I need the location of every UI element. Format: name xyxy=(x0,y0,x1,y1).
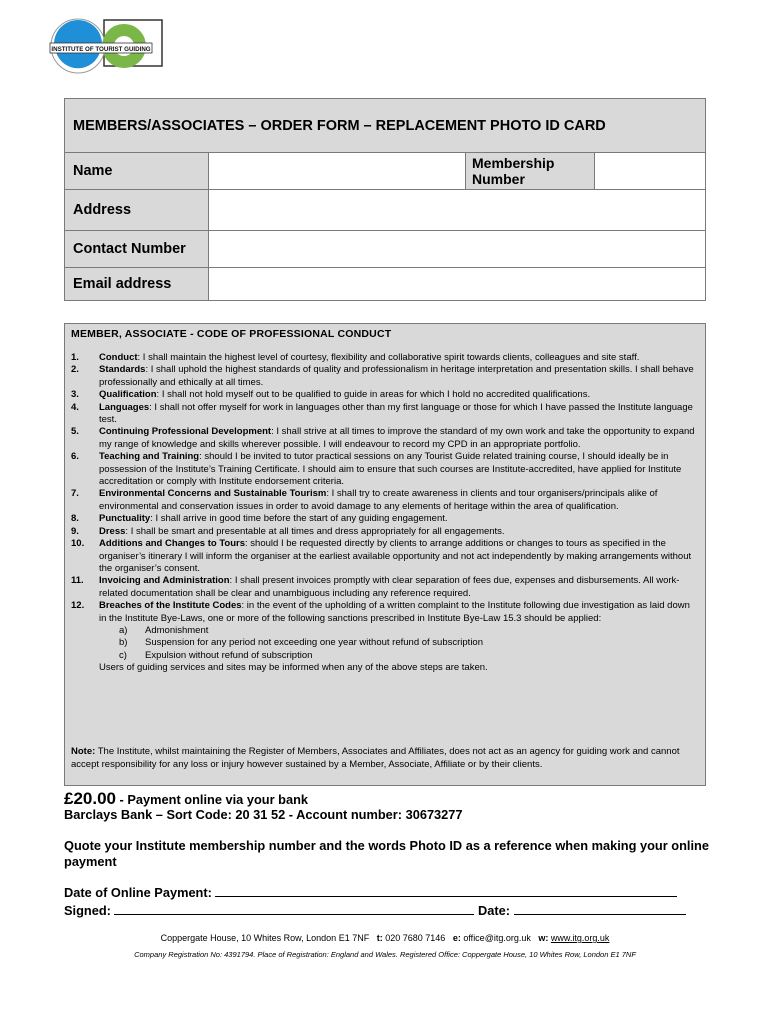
code-item-number: 9. xyxy=(71,525,79,537)
date-of-payment-row xyxy=(64,884,677,900)
date-of-payment-field[interactable] xyxy=(215,884,677,897)
code-item-heading: Dress xyxy=(99,525,126,537)
code-item-heading: Continuing Professional Development xyxy=(99,426,272,438)
email-row xyxy=(65,268,705,300)
institute-logo xyxy=(46,16,166,74)
date-field[interactable] xyxy=(514,902,686,915)
signature-row xyxy=(64,902,686,918)
payment-info xyxy=(64,789,714,809)
code-item-text: : should I be requested directly by clients to arrange additions or changes to tours as specified in the organiser’s itinerary I will inform the organiser at the earliest available opportunity and not act independently by making arrangements without the organiser’s consent. xyxy=(99,538,692,574)
date-label: Date: xyxy=(478,903,511,918)
membership-number-label: Membership Number xyxy=(465,153,595,189)
contact-row xyxy=(65,231,705,268)
code-tail: Users of guiding services and sites may be informed when any of the above steps are taken. xyxy=(99,662,488,674)
code-item-text: : I shall arrive in good time before the start of any guiding engagement. xyxy=(150,513,448,525)
note-label: Note: xyxy=(71,746,96,757)
code-item xyxy=(71,488,697,513)
code-item-heading: Languages xyxy=(99,401,150,413)
code-item-number: 10. xyxy=(71,538,85,550)
code-item xyxy=(71,538,697,575)
note-text: The Institute, whilst maintaining the Register of Members, Associates and Affiliates, does not act as an agency for guiding work and cannot accept responsibility for any loss or injury however sustained by a Member, Associate, Affiliate or by their clients. xyxy=(71,746,680,770)
contact-number-label: Contact Number xyxy=(65,231,209,267)
footer-web-link[interactable]: www.itg.org.uk xyxy=(550,933,610,943)
address-label: Address xyxy=(65,190,209,230)
signed-label: Signed: xyxy=(64,903,111,918)
code-item-heading: Breaches of the Institute Codes xyxy=(99,600,242,612)
code-item-text: : I shall not hold myself out to be qualified to guide in areas for which I hold no accredited qualifications. xyxy=(156,389,591,401)
address-row xyxy=(65,190,705,231)
code-item xyxy=(71,389,697,401)
code-item xyxy=(71,364,697,389)
code-item-text: : in the event of the upholding of a written complaint to the Institute following due investigation as laid down in the Institute Bye-Laws, one or more of the following sanctions prescribed in Institute Bye-Law 15.3 should be applied: xyxy=(99,600,690,624)
email-label: Email address xyxy=(65,268,209,300)
logo-text: INSTITUTE OF TOURIST GUIDING xyxy=(51,46,151,53)
sanctions-container xyxy=(71,625,697,662)
email-field[interactable] xyxy=(209,268,705,300)
logo-blue-half xyxy=(54,20,102,44)
footer-registration: Company Registration No: 4391794. Place of Registration: England and Wales. Registered Office: Coppergate House, 10 Whites Row, London E1 7NF xyxy=(134,950,636,959)
code-item-text: : I shall maintain the highest level of courtesy, flexibility and collaborative spirit towards clients, colleagues and site staff. xyxy=(137,352,640,363)
code-item-number: 8. xyxy=(71,513,79,525)
code-title: MEMBER, ASSOCIATE - CODE OF PROFESSIONAL CONDUCT xyxy=(71,328,392,340)
code-list xyxy=(71,352,697,675)
sanctions-list xyxy=(71,625,697,662)
sanction-letter: b) xyxy=(119,637,128,649)
contact-number-field[interactable] xyxy=(209,231,705,267)
address-field[interactable] xyxy=(209,190,705,230)
date-of-payment-label: Date of Online Payment: xyxy=(64,885,212,900)
sanction-item xyxy=(71,625,697,637)
code-item-heading: Invoicing and Administration xyxy=(99,575,230,587)
form-title: MEMBERS/ASSOCIATES – ORDER FORM – REPLACEMENT PHOTO ID CARD xyxy=(65,99,705,153)
code-item-heading: Additions and Changes to Tours xyxy=(99,538,246,550)
email-label-footer: e: xyxy=(452,933,461,943)
code-item-heading: Environmental Concerns and Sustainable Tourism xyxy=(99,488,327,500)
name-field[interactable] xyxy=(209,153,465,189)
code-item xyxy=(71,513,697,525)
membership-number-field[interactable] xyxy=(595,153,705,189)
sanction-text: Suspension for any period not exceeding one year without refund of subscription xyxy=(145,637,483,649)
code-item-heading: Teaching and Training xyxy=(99,451,200,463)
payment-reference-note: Quote your Institute membership number and the words Photo ID as a reference when making your online payment xyxy=(64,838,709,869)
signature-field[interactable] xyxy=(114,902,474,915)
sanction-letter: a) xyxy=(119,624,128,636)
footer-address: Coppergate House, 10 Whites Row, London E1 7NF xyxy=(160,933,370,943)
code-item-text: : I shall strive at all times to improve the standard of my own work and take the opportunity to expand my range of knowledge and skills wherever possible. I will endeavour to record my CPD in an appropriate portfolio. xyxy=(99,426,695,450)
code-item-text: : I shall uphold the highest standards of quality and professionalism in heritage interpretation and presentation skills. I shall behave professionally and ethically at all times. xyxy=(99,364,694,388)
sanction-item xyxy=(71,650,697,662)
code-item-number: 1. xyxy=(71,352,79,363)
sanction-text: Admonishment xyxy=(145,624,209,636)
code-item xyxy=(71,352,697,364)
code-item-number: 2. xyxy=(71,364,79,376)
code-item-number: 3. xyxy=(71,389,79,401)
footer-email[interactable]: office@itg.org.uk xyxy=(463,933,531,943)
code-item-text: : I shall not offer myself for work in languages other than my first language or those for which I have passed the Institute language test. xyxy=(99,401,693,426)
code-item-number: 12. xyxy=(71,600,85,612)
web-label: w: xyxy=(538,933,549,943)
sanction-text: Expulsion without refund of subscription xyxy=(145,649,313,661)
code-item-text: : I shall present invoices promptly with clear separation of fees due, expenses and disbursements. All work-related documentation shall be clear and unambiguous including any reference required. xyxy=(99,575,680,599)
order-form xyxy=(64,98,706,301)
payment-amount: £20.00 xyxy=(64,789,116,808)
tel-label: t: xyxy=(376,933,383,943)
footer-contact xyxy=(0,933,770,943)
code-item-heading: Qualification xyxy=(99,389,157,401)
code-item-number: 6. xyxy=(71,451,79,463)
code-item-text: : should I be invited to tutor practical sessions on any Tourist Guide related training course, I should ideally be in possession of the Institute’s Training Certificate. I should aim to ensure that such courses are Institute-accredited, have applied for Institute accreditation or comply with Institute endorsement criteria. xyxy=(99,451,682,488)
code-item xyxy=(71,526,697,538)
code-item-heading: Standards xyxy=(99,364,146,376)
footer-tel: 020 7680 7146 xyxy=(385,933,446,943)
payment-method: - Payment online via your bank xyxy=(116,792,309,807)
code-item-number: 11. xyxy=(71,575,84,587)
sanction-item xyxy=(71,637,697,649)
code-of-conduct xyxy=(64,323,706,786)
code-item xyxy=(71,575,697,600)
logo-graphic xyxy=(46,16,166,74)
code-item xyxy=(71,451,697,488)
name-label: Name xyxy=(65,153,209,189)
code-item-heading: Conduct xyxy=(99,352,138,363)
code-item-text: : I shall try to create awareness in clients and tour organisers/principals alike of environmental and conservation issues in order to avoid damage to any elements of heritage within the area of qualification. xyxy=(99,488,658,512)
sanction-letter: c) xyxy=(119,649,127,661)
code-item-number: 5. xyxy=(71,426,79,438)
code-item-heading: Punctuality xyxy=(99,513,151,525)
code-item-text: : I shall be smart and presentable at all times and dress appropriately for all engagements. xyxy=(125,525,505,537)
code-item xyxy=(71,426,697,451)
code-item xyxy=(71,402,697,427)
code-item xyxy=(71,600,697,625)
bank-details: Barclays Bank – Sort Code: 20 31 52 - Account number: 30673277 xyxy=(64,807,463,822)
code-item-number: 4. xyxy=(71,401,79,413)
code-note xyxy=(71,746,697,772)
code-item-number: 7. xyxy=(71,488,79,500)
name-row xyxy=(65,153,705,190)
